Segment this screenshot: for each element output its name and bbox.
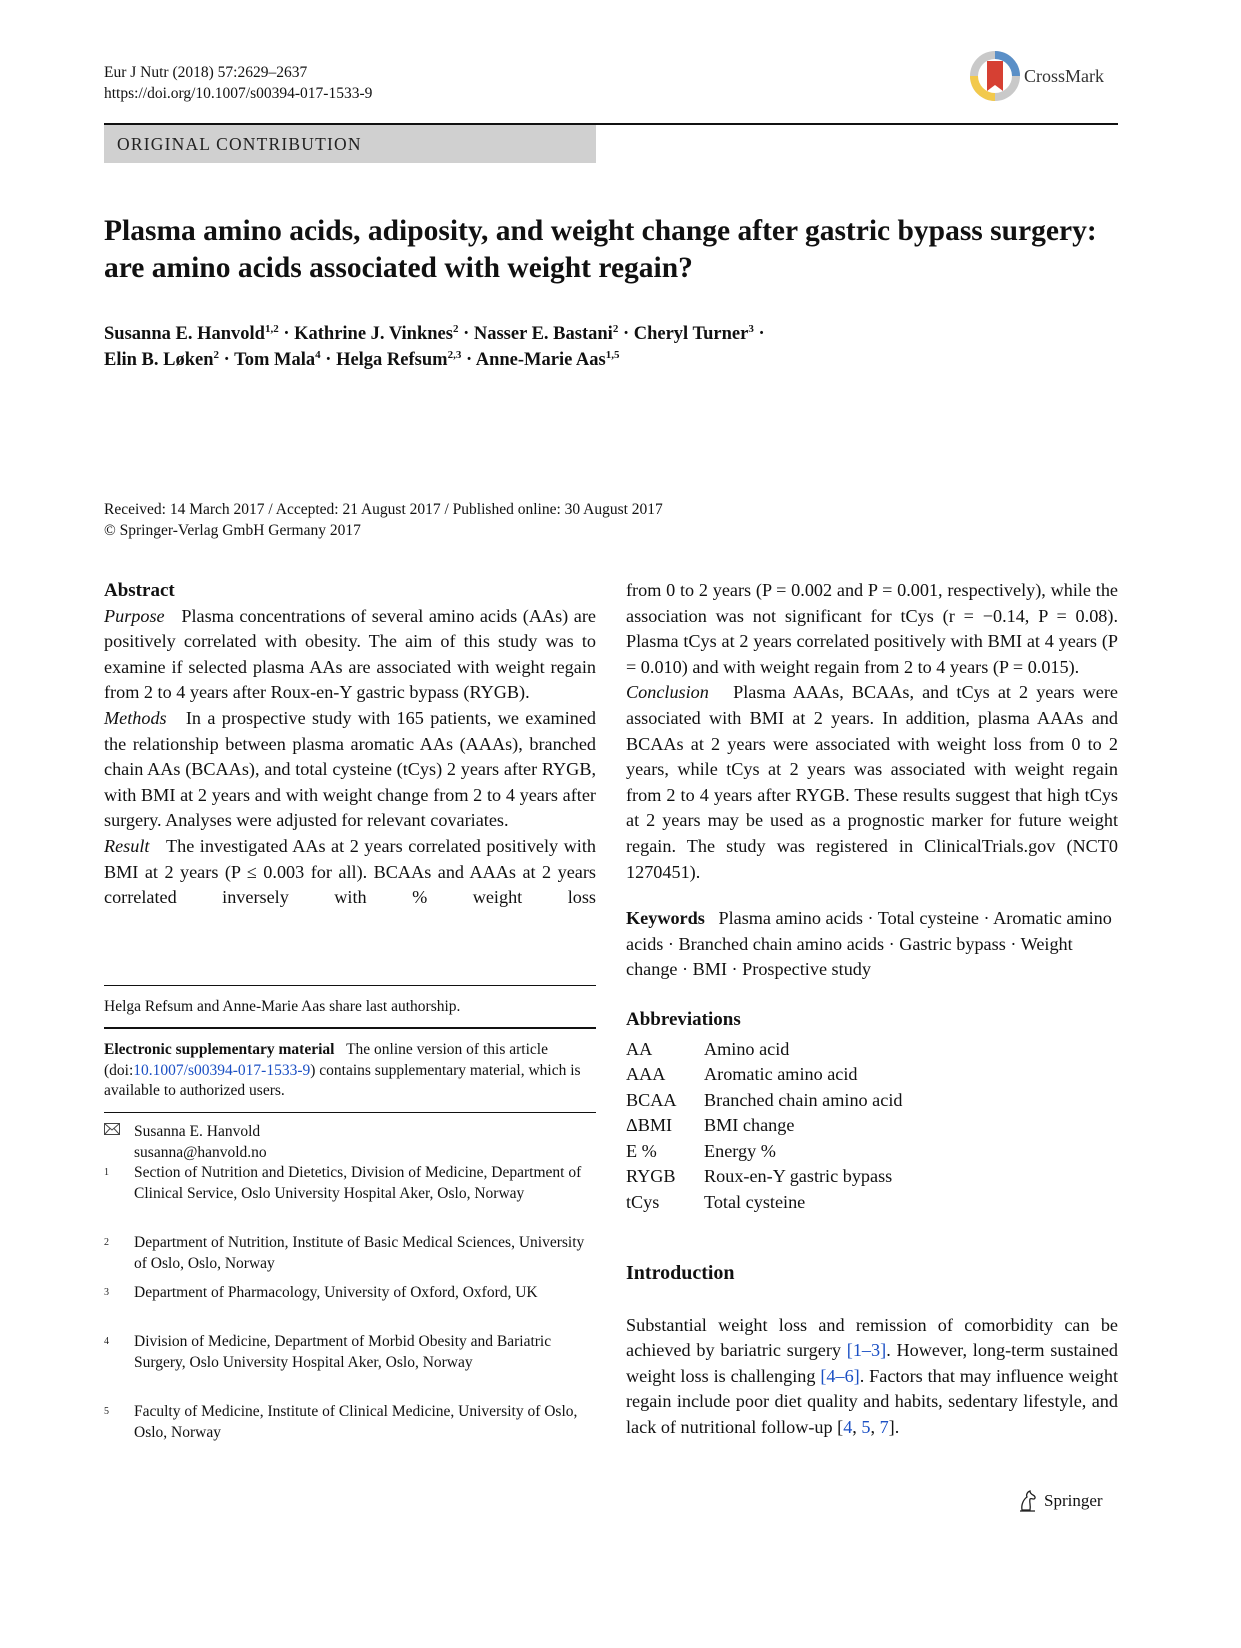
contact-email[interactable]: susanna@hanvold.no: [134, 1143, 267, 1161]
keywords-label: Keywords: [626, 908, 705, 929]
intro-text: ].: [888, 1416, 900, 1437]
publisher-name: Springer: [1044, 1491, 1103, 1510]
corresponding-author: [104, 1112, 596, 1163]
author-name: Helga Refsum: [336, 350, 448, 370]
abbreviations-table: [626, 1037, 902, 1216]
affiliation-4: [104, 1332, 596, 1373]
citation-link[interactable]: 5: [861, 1416, 871, 1437]
affiliation-number: 3: [104, 1287, 109, 1298]
author-separator: ·: [461, 350, 476, 370]
citation-link[interactable]: 4: [843, 1416, 853, 1437]
author[interactable]: [474, 324, 618, 344]
crossmark-badge[interactable]: [968, 48, 1118, 104]
abstract-left-column: [104, 578, 596, 911]
crossmark-icon: [968, 49, 1022, 103]
shared-authorship-note: Helga Refsum and Anne-Marie Aas share last authorship.: [104, 985, 596, 1017]
crossmark-label: CrossMark: [1024, 65, 1104, 86]
abbreviation-row: [626, 1113, 902, 1139]
affiliation-number: 1: [104, 1167, 109, 1178]
contact-name: Susanna E. Hanvold: [134, 1123, 261, 1140]
abbreviation-term: tCys: [626, 1191, 660, 1212]
author-separator: ·: [753, 324, 765, 344]
author-affiliation-marker: 3: [748, 323, 754, 335]
citation-separator: ,: [852, 1416, 862, 1437]
abstract-conclusion: [626, 680, 1118, 885]
citation-link[interactable]: [1–3]: [846, 1340, 887, 1361]
author[interactable]: [476, 350, 620, 370]
affiliation-text: Faculty of Medicine, Institute of Clinical Medicine, University of Oslo, Oslo, Norway: [134, 1403, 578, 1441]
springer-horse-icon: [1018, 1490, 1038, 1512]
author-affiliation-marker: 4: [315, 349, 321, 361]
abbreviation-meaning: Energy %: [704, 1140, 776, 1161]
abbreviation-row: [626, 1062, 902, 1088]
affiliation-text: Department of Nutrition, Institute of Basic Medical Sciences, University of Oslo, Oslo, Norway: [134, 1234, 585, 1272]
purpose-label: Purpose: [104, 605, 165, 626]
abbreviation-meaning: Total cysteine: [704, 1191, 806, 1212]
abbreviation-meaning: Roux-en-Y gastric bypass: [704, 1166, 893, 1186]
result-label: Result: [104, 835, 150, 856]
journal-reference: [104, 62, 372, 104]
abbreviation-term: AA: [626, 1038, 653, 1059]
abbreviation-row: [626, 1088, 902, 1114]
affiliation-1: [104, 1163, 596, 1204]
abstract-purpose: [104, 604, 596, 706]
purpose-text: Plasma concentrations of several amino acids (AAs) are positively correlated with obesity. The aim of this study was to examine if selected plasma AAs are associated with weight regain from 2 to 4 years after Roux-en-Y gastric bypass (RYGB).: [104, 605, 597, 703]
abbreviation-meaning: Branched chain amino acid: [704, 1089, 903, 1110]
abbreviations-heading: Abbreviations: [626, 1008, 741, 1030]
abbreviation-meaning: BMI change: [704, 1115, 795, 1135]
esm-text-1: The online version of this article (doi:: [104, 1041, 548, 1079]
abstract-heading: Abstract: [104, 580, 175, 601]
abbreviation-term: RYGB: [626, 1166, 676, 1186]
methods-label: Methods: [104, 707, 167, 728]
citation-link[interactable]: 7: [879, 1416, 889, 1437]
introduction-paragraph: [626, 1313, 1118, 1441]
abbreviation-row: [626, 1139, 902, 1165]
abstract-methods: [104, 706, 596, 834]
author[interactable]: [234, 350, 321, 370]
history-dates: Received: 14 March 2017 / Accepted: 21 August 2017 / Published online: 30 August 2017: [104, 501, 663, 518]
result-text-left: The investigated AAs at 2 years correlated positively with BMI at 2 years (P ≤ 0.003 for all). BCAAs and AAAs at 2 years correlated inversely with % weight loss: [104, 835, 596, 908]
abbreviation-row: [626, 1190, 902, 1216]
author-separator: ·: [618, 324, 634, 344]
result-text-right: from 0 to 2 years (P = 0.002 and P = 0.001, respectively), while the association was not significant for tCys (r = −0.14, P = 0.08). Plasma tCys at 2 years correlated positively with BMI at 4 years (P = 0.010) and with weight regain from 2 to 4 years (P = 0.015).: [626, 580, 1118, 677]
intro-text: . However, long-term sustained weight loss is challenging: [626, 1340, 1118, 1386]
copyright-notice: © Springer-Verlag GmbH Germany 2017: [104, 522, 361, 539]
affiliation-text: Division of Medicine, Department of Morbid Obesity and Bariatric Surgery, Oslo University Hospital Aker, Oslo, Norway: [134, 1333, 552, 1371]
section-label: ORIGINAL CONTRIBUTION: [104, 125, 596, 163]
author[interactable]: [104, 324, 279, 344]
abbreviation-term: ΔBMI: [626, 1115, 673, 1135]
intro-text: Substantial weight loss and remission of comorbidity can be achieved by bariatric surgery: [626, 1314, 1118, 1361]
supplementary-material-note: [104, 1027, 596, 1102]
author-name: Kathrine J. Vinknes: [294, 324, 453, 344]
author-affiliation-marker: 2,3: [447, 349, 462, 361]
author-name: Susanna E. Hanvold: [104, 324, 265, 344]
author-name: Cheryl Turner: [633, 324, 749, 344]
affiliation-5: [104, 1402, 596, 1443]
envelope-icon: [104, 1122, 134, 1143]
abbreviation-meaning: Amino acid: [704, 1038, 790, 1059]
introduction-heading: Introduction: [626, 1262, 735, 1284]
author-name: Anne-Marie Aas: [475, 350, 606, 370]
abbreviation-row: [626, 1037, 902, 1063]
esm-doi-link[interactable]: 10.1007/s00394-017-1533-9: [133, 1061, 311, 1079]
affiliation-3: [104, 1283, 596, 1304]
author[interactable]: [104, 350, 219, 370]
author-affiliation-marker: 2: [612, 323, 619, 335]
abbreviation-row: [626, 1164, 902, 1190]
author[interactable]: [634, 324, 754, 344]
author[interactable]: [336, 350, 461, 370]
abstract-result: [104, 834, 596, 911]
author-separator: ·: [278, 324, 295, 344]
author-affiliation-marker: 1,5: [605, 349, 620, 361]
author-list: [104, 321, 1118, 373]
journal-citation: Eur J Nutr (2018) 57:2629–2637: [104, 64, 308, 81]
author-separator: ·: [219, 350, 235, 370]
author-name: Elin B. Løken: [104, 350, 214, 370]
author-name: Tom Mala: [234, 350, 316, 370]
affiliation-2: [104, 1233, 596, 1274]
conclusion-text: Plasma AAAs, BCAAs, and tCys at 2 years were associated with BMI at 2 years. In addition, plasma AAAs and BCAAs at 2 years were associated with weight loss from 0 to 2 years, while tCys at 2 years was associated with weight regain from 2 to 4 years after RYGB. These results suggest that high tCys at 2 years may be used as a prognostic marker for future weight regain. The study was registered in ClinicalTrials.gov (NCT0 1270451).: [626, 682, 1119, 882]
citation-separator: ,: [870, 1416, 880, 1437]
author-affiliation-marker: 2: [213, 349, 220, 361]
abbreviation-term: BCAA: [626, 1089, 677, 1110]
author-name: Nasser E. Bastani: [473, 324, 613, 344]
intro-text: . Factors that may influence weight regain include poor diet quality and habits, sedentary lifestyle, and lack of nutritional follow-up [: [626, 1365, 1118, 1437]
conclusion-label: Conclusion: [626, 682, 709, 703]
affiliation-number: 2: [104, 1237, 109, 1248]
affiliation-number: 5: [104, 1406, 109, 1417]
abbreviation-term: E %: [626, 1140, 657, 1161]
affiliation-text: Department of Pharmacology, University of Oxford, Oxford, UK: [134, 1284, 538, 1301]
publisher-logo: [1018, 1490, 1103, 1512]
abstract-right-column: [626, 578, 1118, 1441]
abbreviation-meaning: Aromatic amino acid: [704, 1064, 858, 1084]
abbreviation-term: AAA: [626, 1064, 666, 1084]
article-dates: [104, 499, 663, 541]
affiliation-number: 4: [104, 1336, 109, 1347]
keywords: [626, 906, 1118, 983]
author-separator: ·: [320, 350, 337, 370]
author-affiliation-marker: 1,2: [264, 323, 279, 335]
methods-text: In a prospective study with 165 patients, we examined the relationship between plasma aromatic AAs (AAAs), branched chain AAs (BCAAs), and total cysteine (tCys) 2 years after RYGB, with BMI at 2 years and with weight change from 2 to 4 years after surgery. Analyses were adjusted for relevant covariates.: [104, 707, 597, 831]
affiliation-text: Section of Nutrition and Dietetics, Division of Medicine, Department of Clinical Service, Oslo University Hospital Aker, Oslo, Norway: [134, 1164, 582, 1202]
citation-link[interactable]: [4–6]: [820, 1365, 860, 1386]
esm-label: Electronic supplementary material: [104, 1041, 335, 1058]
esm-text-2: ) contains supplementary material, which is available to authorized users.: [104, 1061, 581, 1099]
author[interactable]: [294, 324, 458, 344]
keywords-text: Plasma amino acids · Total cysteine · Aromatic amino acids · Branched chain amino acids · Gastric bypass · Weight change · BMI · Prospective study: [626, 908, 1112, 980]
author-separator: ·: [458, 324, 474, 344]
doi-link[interactable]: https://doi.org/10.1007/s00394-017-1533-9: [104, 85, 373, 102]
article-title: Plasma amino acids, adiposity, and weight change after gastric bypass surgery: are amino acids associated with weight regain?: [104, 215, 1097, 284]
author-affiliation-marker: 2: [452, 323, 459, 335]
